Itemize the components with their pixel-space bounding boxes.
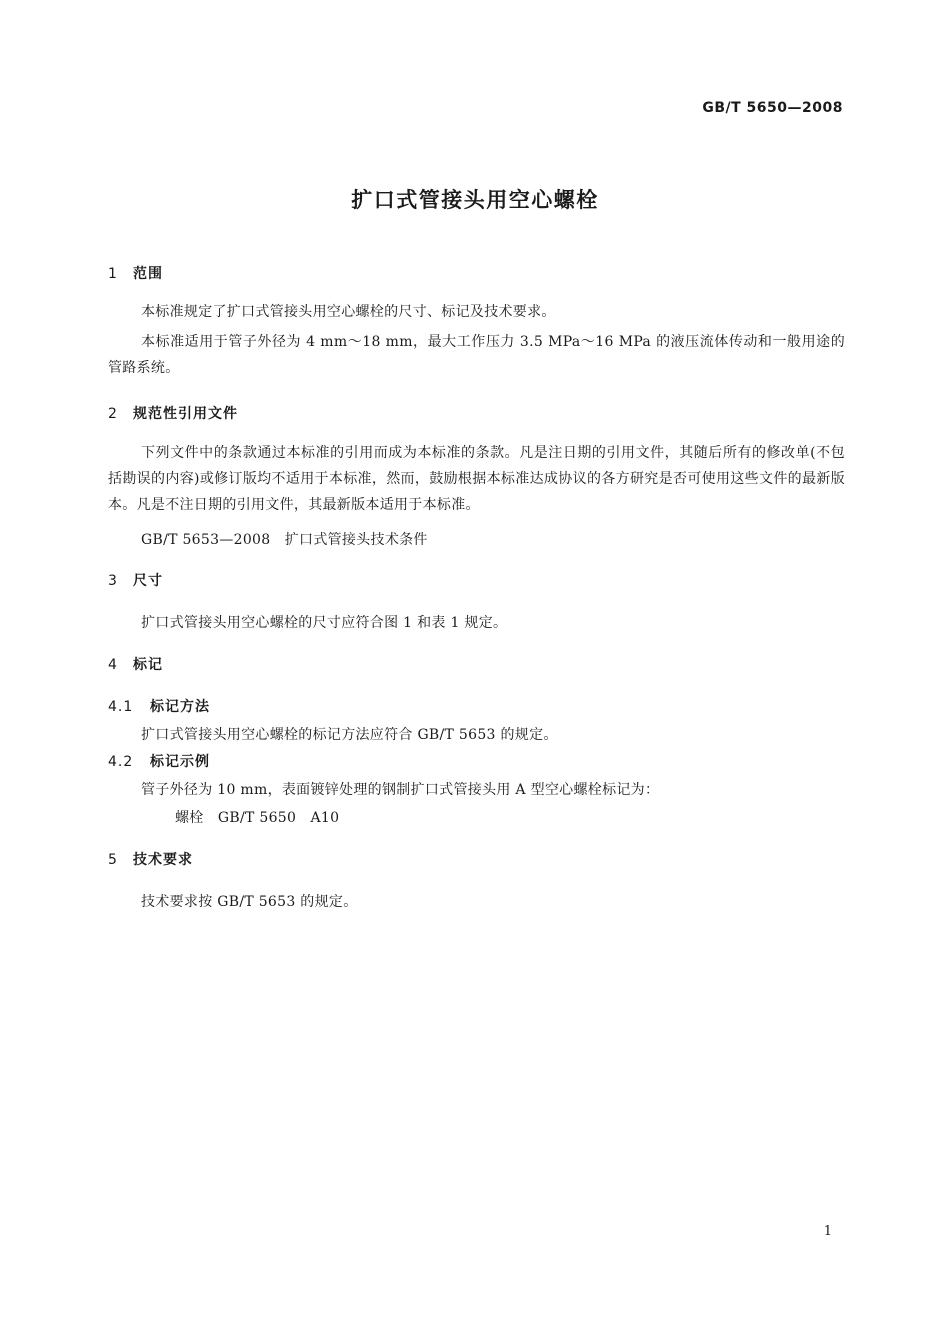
section-2-paragraph-1: 下列文件中的条款通过本标准的引用而成为本标准的条款。凡是注日期的引用文件，其随后所有的修改单(不包括勘误的内容)或修订版均不适用于本标准，然而，鼓励根据本标准达成协议的各方研究是否可使用这些文件的最新版本。凡是不注日期的引用文件，其最新版本适用于本标准。 [108,445,845,513]
section-title: 标记示例 [150,754,210,770]
section-4-2-text: 管子外径为 10 mm，表面镀锌处理的钢制扩口式管接头用 A 型空心螺栓标记为： [141,782,660,798]
section-title: 技术要求 [133,852,193,868]
section-title: 尺寸 [133,573,163,589]
section-4-2-heading [108,751,210,771]
section-3-heading [108,570,163,590]
section-4-heading [108,654,163,674]
section-number: 4.1 [108,699,134,715]
standard-code: GB/T 5650—2008 [702,100,843,116]
section-2-heading [108,403,238,423]
section-title: 范围 [133,266,163,282]
section-3-paragraph-1: 扩口式管接头用空心螺栓的尺寸应符合图 1 和表 1 规定。 [141,615,508,631]
section-1-heading [108,263,163,283]
document-title: 扩口式管接头用空心螺栓 [351,188,599,212]
section-number: 4.2 [108,754,134,770]
section-1-paragraph-1: 本标准规定了扩口式管接头用空心螺栓的尺寸、标记及技术要求。 [141,304,556,320]
section-4-1-text: 扩口式管接头用空心螺栓的标记方法应符合 GB/T 5653 的规定。 [141,727,558,743]
section-1-paragraph-2: 本标准适用于管子外径为 4 mm～18 mm，最大工作压力 3.5 MPa～16 MPa 的液压流体传动和一般用途的管路系统。 [108,334,845,376]
section-number: 1 [108,266,118,282]
section-number: 2 [108,406,118,422]
section-number: 3 [108,573,118,589]
normative-reference-item: GB/T 5653—2008 扩口式管接头技术条件 [141,532,428,548]
section-title: 标记方法 [150,699,210,715]
section-title: 规范性引用文件 [133,406,238,422]
marking-example: 螺栓 GB/T 5650 A10 [175,810,340,826]
section-title: 标记 [133,657,163,673]
section-number: 5 [108,852,118,868]
section-5-heading [108,849,193,869]
section-number: 4 [108,657,118,673]
page-number: 1 [823,1224,832,1239]
section-5-paragraph-1: 技术要求按 GB/T 5653 的规定。 [141,894,358,910]
section-4-1-heading [108,696,210,716]
